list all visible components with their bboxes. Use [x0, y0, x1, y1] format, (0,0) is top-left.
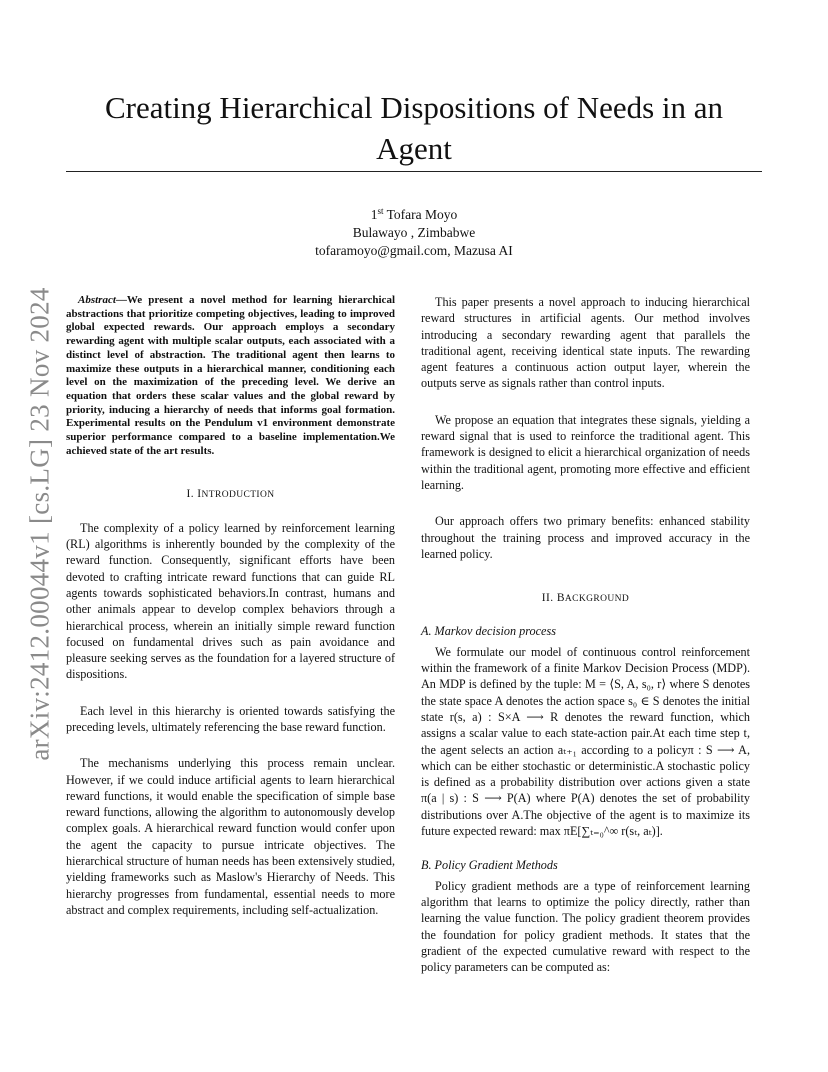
intro-paragraph: The complexity of a policy learned by reinforcement learning (RL) algorithms is inherently bounded by the complexity of the reward function. Consequently, significant efforts have been devoted to crafting intricate reward functions that can guide RL agents towards sophisticated behaviors.In contrast, humans and other animals appear to develop complex behaviors through a hierarchical process, wherein an initially simple reward function focused on fundamental drives such as pain avoidance and pleasure seeking serves as the foundation for a layered structure of dispositions.	[66, 520, 395, 682]
subsection-heading-policy-gradient: B. Policy Gradient Methods	[421, 858, 558, 873]
abstract	[66, 294, 395, 458]
abstract-text: —We present a novel method for learning hierarchical abstractions that prioritize competing objectives, leading to improved global expected rewards. Our approach employs a secondary rewarding agent with multiple scalar outputs, each associated with a distinct level of abstraction. The traditional agent then learns to maximize these outputs in a hierarchical manner, conditioning each level on the maximization of the preceding level. We derive an equation that orders these scalar values and the global reward by priority, inducing a hierarchy of needs that informs goal formation. Experimental results on the Pendulum v1 environment demonstrate superior performance compared to a baseline implementation.We achieved state of the art results.	[66, 294, 395, 457]
author-contact: tofaramoyo@gmail.com, Mazusa AI	[315, 243, 513, 258]
intro-paragraph: This paper presents a novel approach to inducing hierarchical reward structures in artificial agents. Our method involves introducing a secondary rewarding agent that parallels the traditional agent, receiving identical state inputs. The rewarding agent features a continuous action output layer, wherein the outputs serve as signals rather than control inputs.	[421, 295, 750, 391]
section-heading-background	[421, 590, 750, 607]
section-number: I.	[186, 488, 194, 501]
section-rest: NTRODUCTION	[201, 490, 275, 501]
intro-paragraph: Each level in this hierarchy is oriented towards satisfying the preceding levels, ultimately referencing the base reward function.	[66, 703, 395, 734]
paper-title: Creating Hierarchical Dispositions of Needs in an Agent	[104, 89, 724, 166]
author-name: Tofara Moyo	[386, 207, 458, 222]
policy-gradient-paragraph: Policy gradient methods are a type of reinforcement learning algorithm that learns to optimize the policy directly, rather than learning the value function. The policy gradient theorem provides the foundation for policy gradient methods. It states that the gradient of the expected cumulative reward with respect to the policy parameters can be computed as:	[421, 878, 750, 975]
arxiv-stamp: arXiv:2412.00044v1 [cs.LG] 23 Nov 2024	[24, 287, 55, 761]
section-heading-introduction	[66, 486, 395, 503]
author-name-line	[0, 202, 828, 224]
section-initial: I	[197, 488, 202, 501]
author-block	[0, 202, 828, 260]
section-initial: B	[556, 592, 565, 605]
intro-paragraph: Our approach offers two primary benefits: enhanced stability throughout the training process and improved accuracy in the learned policy.	[421, 514, 750, 561]
left-column	[66, 294, 395, 918]
intro-paragraph: We propose an equation that integrates these signals, yielding a reward signal that is used to reinforce the traditional agent. This framework is designed to elicit a hierarchical organization of needs within the traditional agent, promoting more effective and efficient learning.	[421, 412, 750, 492]
section-number: II.	[541, 592, 554, 605]
author-location: Bulawayo , Zimbabwe	[352, 225, 476, 240]
mdp-paragraph: We formulate our model of continuous control reinforcement within the framework of a finite Markov Decision Process (MDP). An MDP is defined by the tuple: M = ⟨S, A, s₀, r⟩ where S denotes the state space A denotes the action space s₀ ∈ S denotes the initial state r(s, a) : S×A ⟶ R denotes the reward function, which assigns a scalar value to each state-action pair.At each time step t, the agent selects an action aₜ₊₁ according to a policyπ : S ⟶ A, which can be either stochastic or deterministic.A stochastic policy is defined as a probability distribution over actions given a state π(a | s) : S ⟶ P(A) where P(A) denotes the set of probability distributions over A.The objective of the agent is to maximize its future expected reward: max πE[∑ₜ₌₀^∞ r(sₜ, aₜ)].	[421, 644, 750, 839]
author-ordinal: st	[377, 206, 384, 216]
author-number: 1	[370, 207, 378, 222]
abstract-lead: Abstract	[78, 294, 116, 306]
section-rest: ACKGROUND	[564, 594, 630, 605]
title-rule	[66, 171, 762, 172]
intro-paragraph: The mechanisms underlying this process remain unclear. However, if we could induce artificial agents to learn hierarchical reward functions, it would enable the specification of simple base reward functions, allowing the algorithm to autonomously develop complex goals. A hierarchical reward function would confer upon the agent the capacity to pursue intricate objectives. The hierarchical structure of human needs has been extensively studied, yielding frameworks such as Maslow's Hierarchy of Needs. This hierarchy progresses from fundamental, essential needs to more abstract and complex requirements, including self-actualization.	[66, 756, 395, 917]
right-column	[421, 294, 750, 975]
subsection-heading-mdp: A. Markov decision process	[421, 624, 556, 639]
